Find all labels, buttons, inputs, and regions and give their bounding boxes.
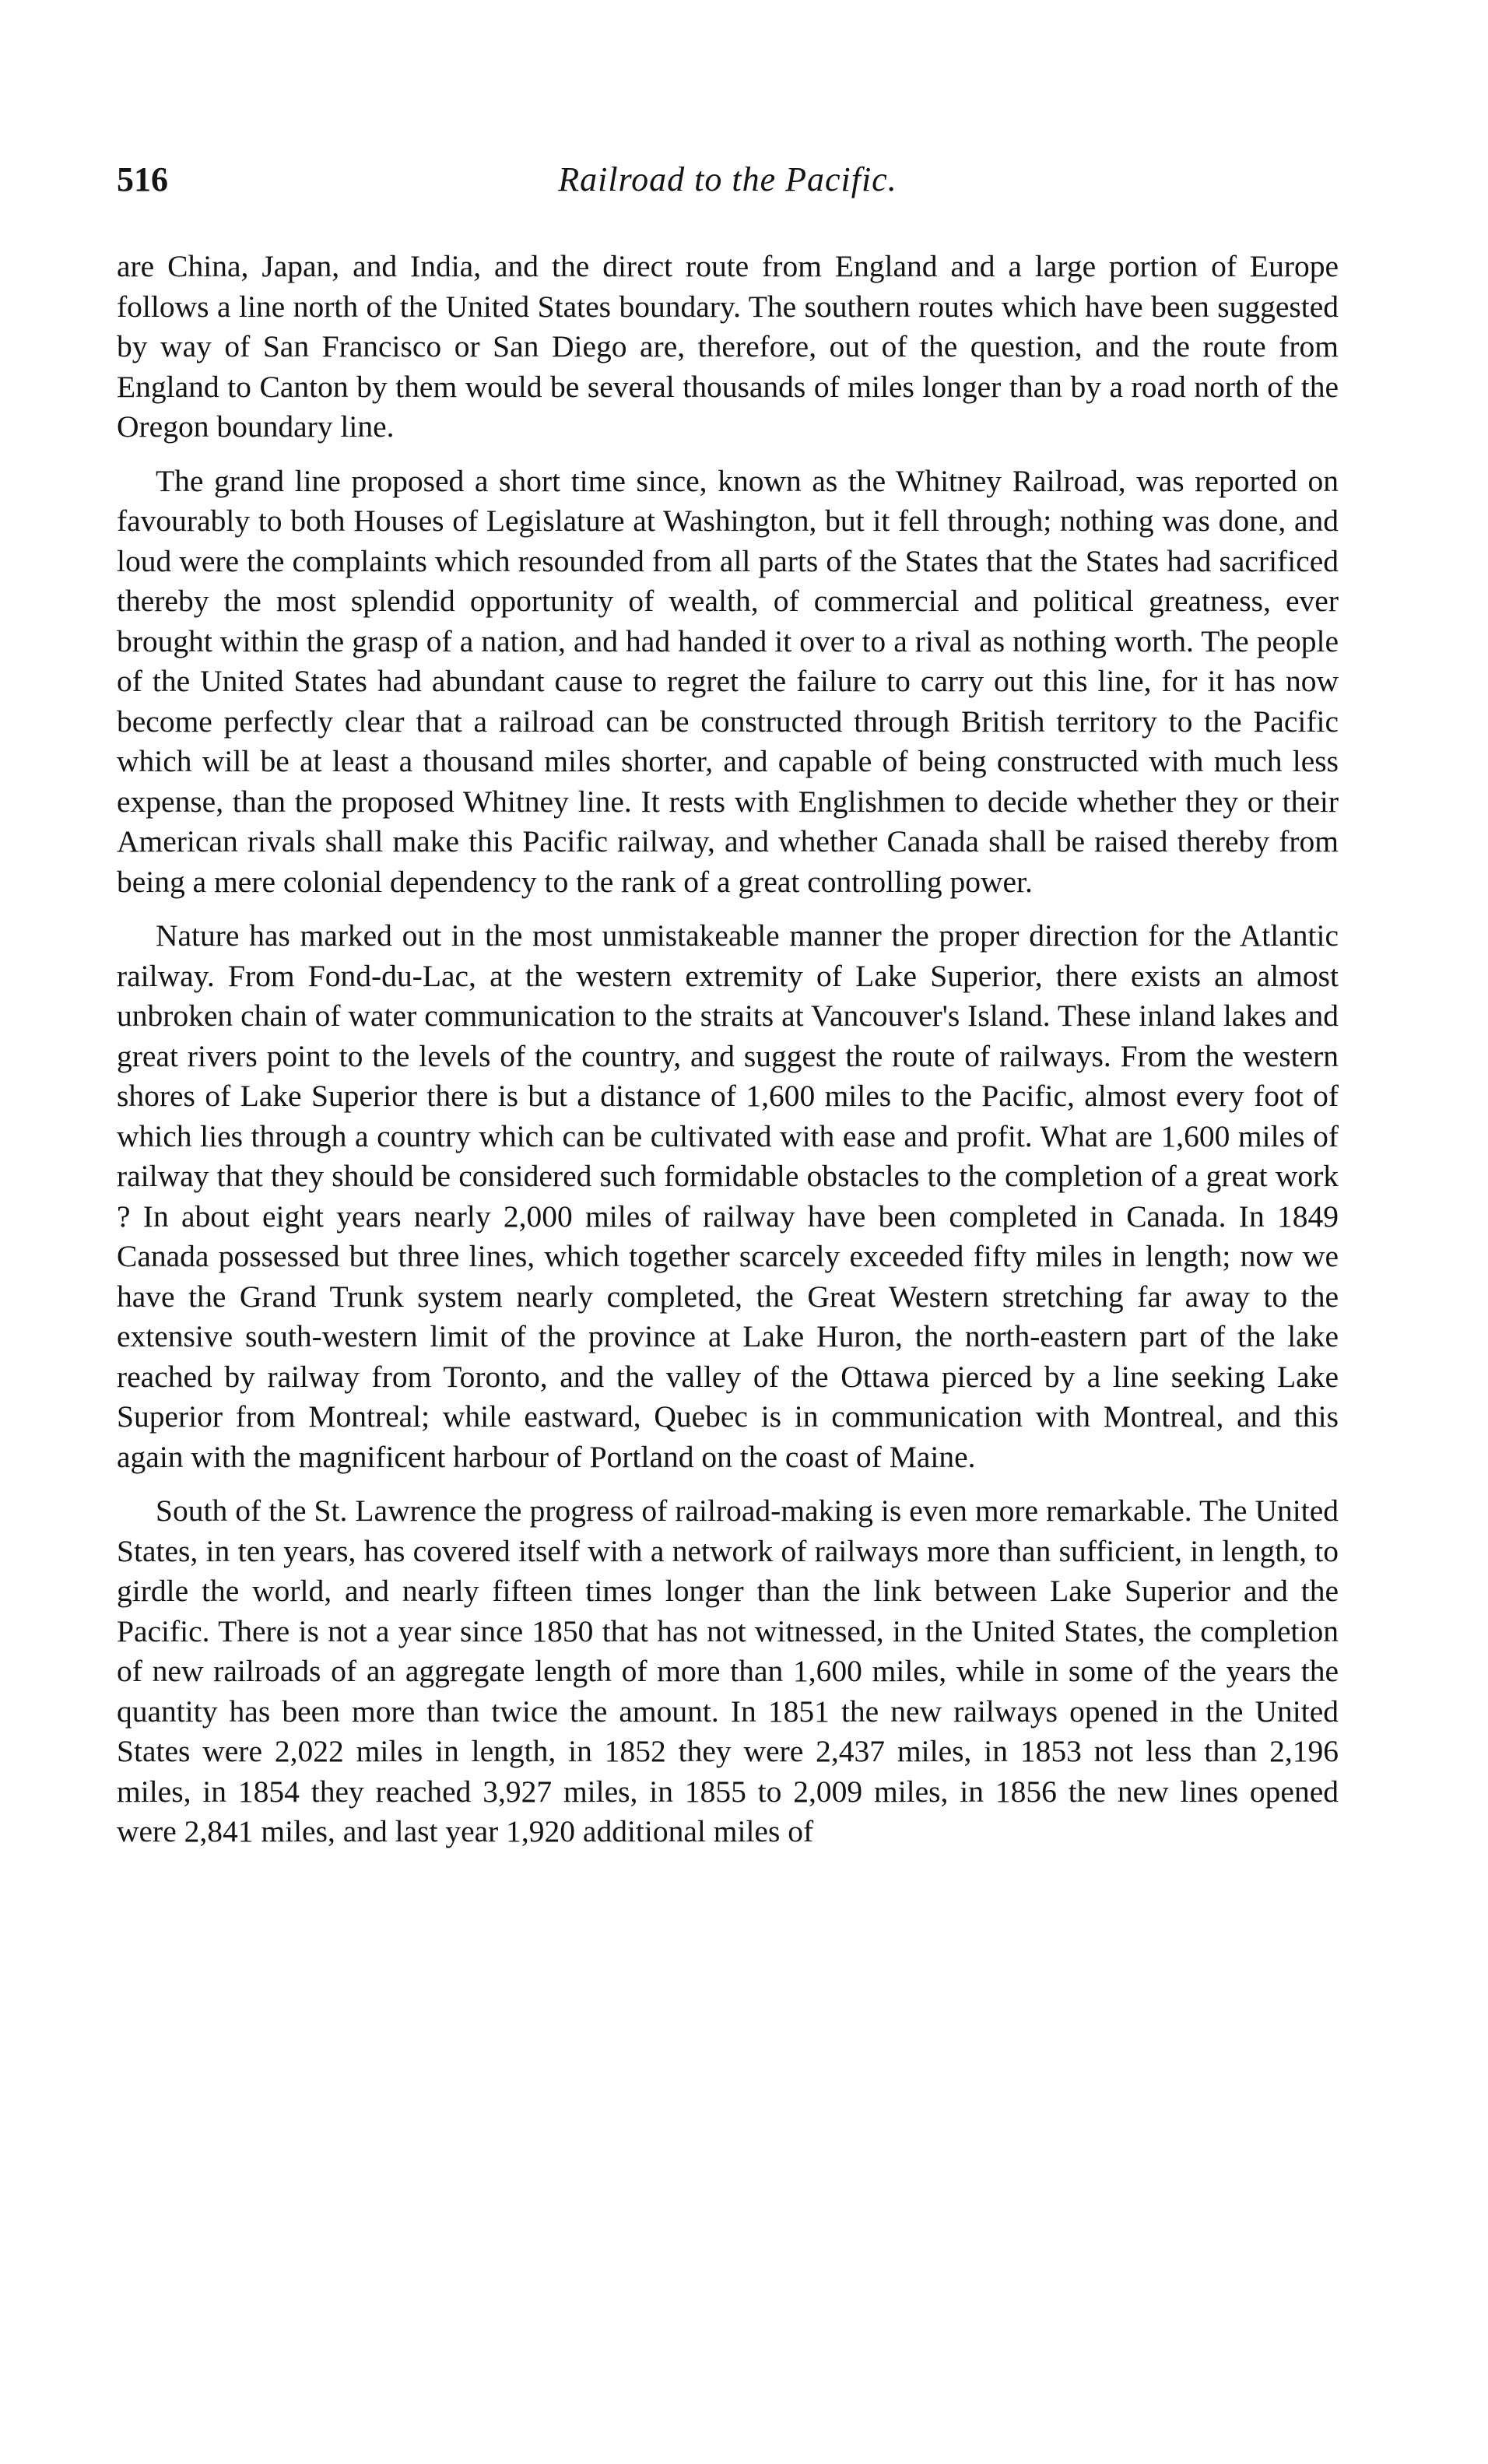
paragraph-continuation: are China, Japan, and India, and the direct route from England and a large portion of Europe follows a line north of the United States boundary. The southern routes which have been suggested by way of San Francisco or San Diego are, therefore, out of the question, and the route from England to Canton by them would be several thousands of miles longer than by a road north of the Oregon boundary line.	[117, 249, 1339, 444]
page-number: 516	[117, 160, 168, 198]
running-title: Railroad to the Pacific.	[558, 160, 897, 198]
running-head	[117, 160, 1339, 214]
paragraph-whitney-railroad: The grand line proposed a short time since, known as the Whitney Railroad, was reported on favourably to both Houses of Legislature at Washington, but it fell through; nothing was done, and loud were the complaints which resounded from all parts of the States that the States had sacrificed thereby the most splendid opportunity of wealth, of commercial and political greatness, ever brought within the grasp of a nation, and had handed it over to a rival as nothing worth. The people of the United States had abundant cause to regret the failure to carry out this line, for it has now become perfectly clear that a railroad can be constructed through British territory to the Pacific which will be at least a thousand miles shorter, and capable of being constructed with much less expense, than the proposed Whitney line. It rests with Englishmen to decide whether they or their American rivals shall make this Pacific railway, and whether Canada shall be raised thereby from being a mere colonial dependency to the rank of a great controlling power.	[117, 463, 1339, 899]
book-page	[117, 160, 1339, 1866]
paragraph-railroad-progress: South of the St. Lawrence the progress of railroad-making is even more remarkable. The United States, in ten years, has covered itself with a network of railways more than sufficient, in length, to girdle the world, and nearly fifteen times longer than the link between Lake Superior and the Pacific. There is not a year since 1850 that has not witnessed, in the United States, the completion of new railroads of an aggregate length of more than 1,600 miles, while in some of the years the quantity has been more than twice the amount. In 1851 the new railways opened in the United States were 2,022 miles in length, in 1852 they were 2,437 miles, in 1853 not less than 2,196 miles, in 1854 they reached 3,927 miles, in 1855 to 2,009 miles, in 1856 the new lines opened were 2,841 miles, and last year 1,920 additional miles of	[117, 1493, 1339, 1848]
paragraph-atlantic-railway-route: Nature has marked out in the most unmistakeable manner the proper direction for the Atlantic railway. From Fond-du-Lac, at the western extremity of Lake Superior, there exists an almost unbroken chain of water communication to the straits at Vancouver's Island. These inland lakes and great rivers point to the levels of the country, and suggest the route of railways. From the western shores of Lake Superior there is but a distance of 1,600 miles to the Pacific, almost every foot of which lies through a country which can be cultivated with ease and profit. What are 1,600 miles of railway that they should be considered such formidable obstacles to the completion of a great work ? In about eight years nearly 2,000 miles of railway have been completed in Canada. In 1849 Canada possessed but three lines, which together scarcely exceeded fifty miles in length; now we have the Grand Trunk system nearly completed, the Great Western stretching far away to the extensive south-western limit of the province at Lake Huron, the north-eastern part of the lake reached by railway from Toronto, and the valley of the Ottawa pierced by a line seeking Lake Superior from Montreal; while eastward, Quebec is in communication with Montreal, and this again with the magnificent harbour of Portland on the coast of Maine.	[117, 918, 1339, 1474]
